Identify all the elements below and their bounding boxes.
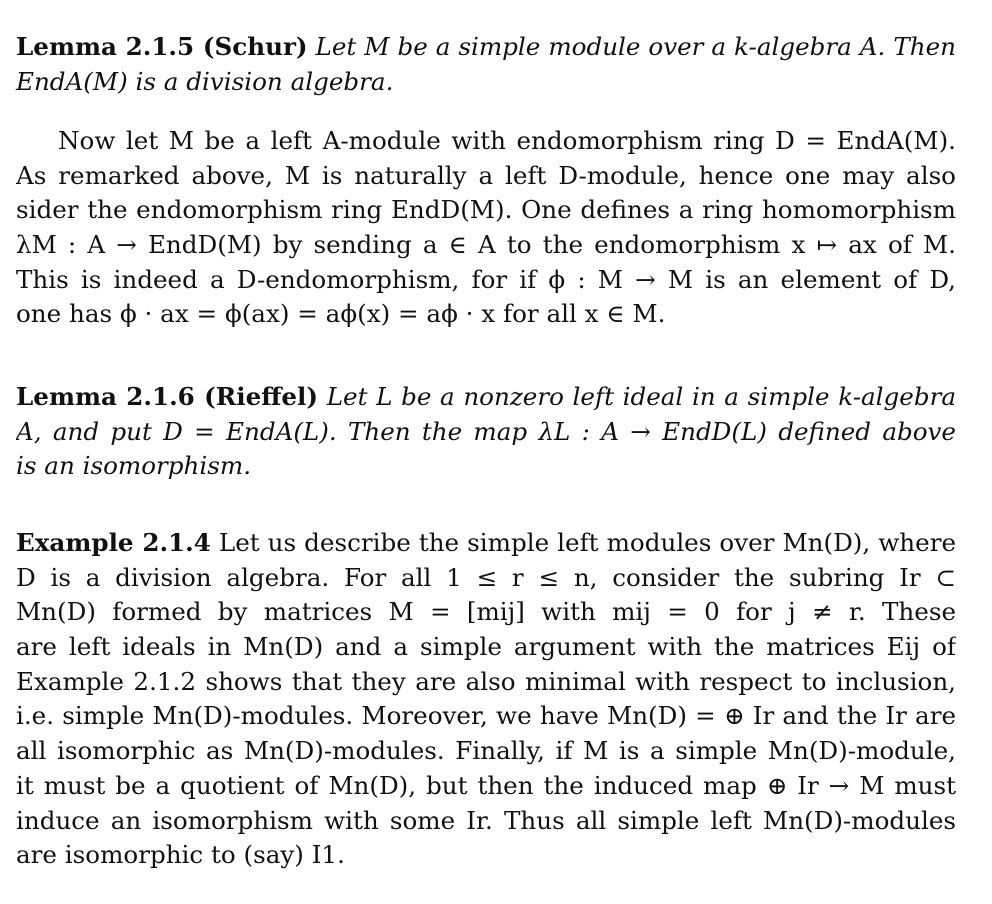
example-line-2: D is a division algebra. For all 1 ≤ r ≤ n, consider the subring Ir ⊂ [16, 562, 956, 592]
paragraph-line-2: As remarked above, M is naturally a left D-module, hence one may also [16, 160, 956, 190]
lemma-schur-line-2: EndA(M) is a division algebra. [16, 66, 394, 96]
lemma-schur [16, 30, 956, 99]
body-paragraph [16, 124, 956, 332]
example-text-1: Let us describe the simple left modules over Mn(D), where [218, 528, 956, 557]
paragraph-line-1: Now let M be a left A-module with endomorphism ring D = EndA(M). [58, 126, 956, 155]
paragraph-line-6: one has ϕ · ax = ϕ(ax) = aϕ(x) = aϕ · x for all x ∈ M. [16, 299, 666, 329]
lemma-schur-text-1: Let M be a simple module over a k-algebra A. Then [315, 32, 956, 61]
lemma-schur-line-1 [16, 30, 956, 65]
example-line-5: Example 2.1.2 shows that they are also minimal with respect to inclusion, [16, 666, 956, 696]
lemma-rieffel-line-3: is an isomorphism. [16, 451, 252, 481]
example-line-4: are left ideals in Mn(D) and a simple argument with the matrices Eij of [16, 632, 956, 662]
paragraph-line-3: sider the endomorphism ring EndD(M). One defines a ring homomorphism [16, 195, 956, 225]
example-line-3: Mn(D) formed by matrices M = [mij] with mij = 0 for j ≠ r. These [16, 597, 956, 627]
example-line-9: induce an isomorphism with some Ir. Thus all simple left Mn(D)-modules [16, 805, 956, 835]
lemma-rieffel-line-1 [16, 380, 956, 415]
example-line-10: are isomorphic to (say) I1. [16, 840, 345, 870]
example-line-6: i.e. simple Mn(D)-modules. Moreover, we have Mn(D) = ⊕ Ir and the Ir are [16, 701, 956, 731]
example [16, 526, 956, 873]
example-label: Example 2.1.4 [16, 528, 211, 557]
example-line-1 [16, 526, 956, 561]
example-line-7: all isomorphic as Mn(D)-modules. Finally, if M is a simple Mn(D)-module, [16, 736, 956, 766]
paragraph-line-4: λM : A → EndD(M) by sending a ∈ A to the endomorphism x ↦ ax of M. [16, 230, 956, 260]
example-line-8: it must be a quotient of Mn(D), but then the induced map ⊕ Ir → M must [16, 770, 956, 800]
lemma-rieffel-line-2: A, and put D = EndA(L). Then the map λL : A → EndD(L) defined above [16, 416, 956, 446]
lemma-rieffel [16, 380, 956, 484]
paragraph-line-5: This is indeed a D-endomorphism, for if ϕ : M → M is an element of D, [16, 264, 956, 294]
lemma-schur-label: Lemma 2.1.5 (Schur) [16, 32, 308, 61]
lemma-rieffel-text-1: Let L be a nonzero left ideal in a simple k-algebra [326, 382, 956, 411]
lemma-rieffel-label: Lemma 2.1.6 (Rieffel) [16, 382, 319, 411]
